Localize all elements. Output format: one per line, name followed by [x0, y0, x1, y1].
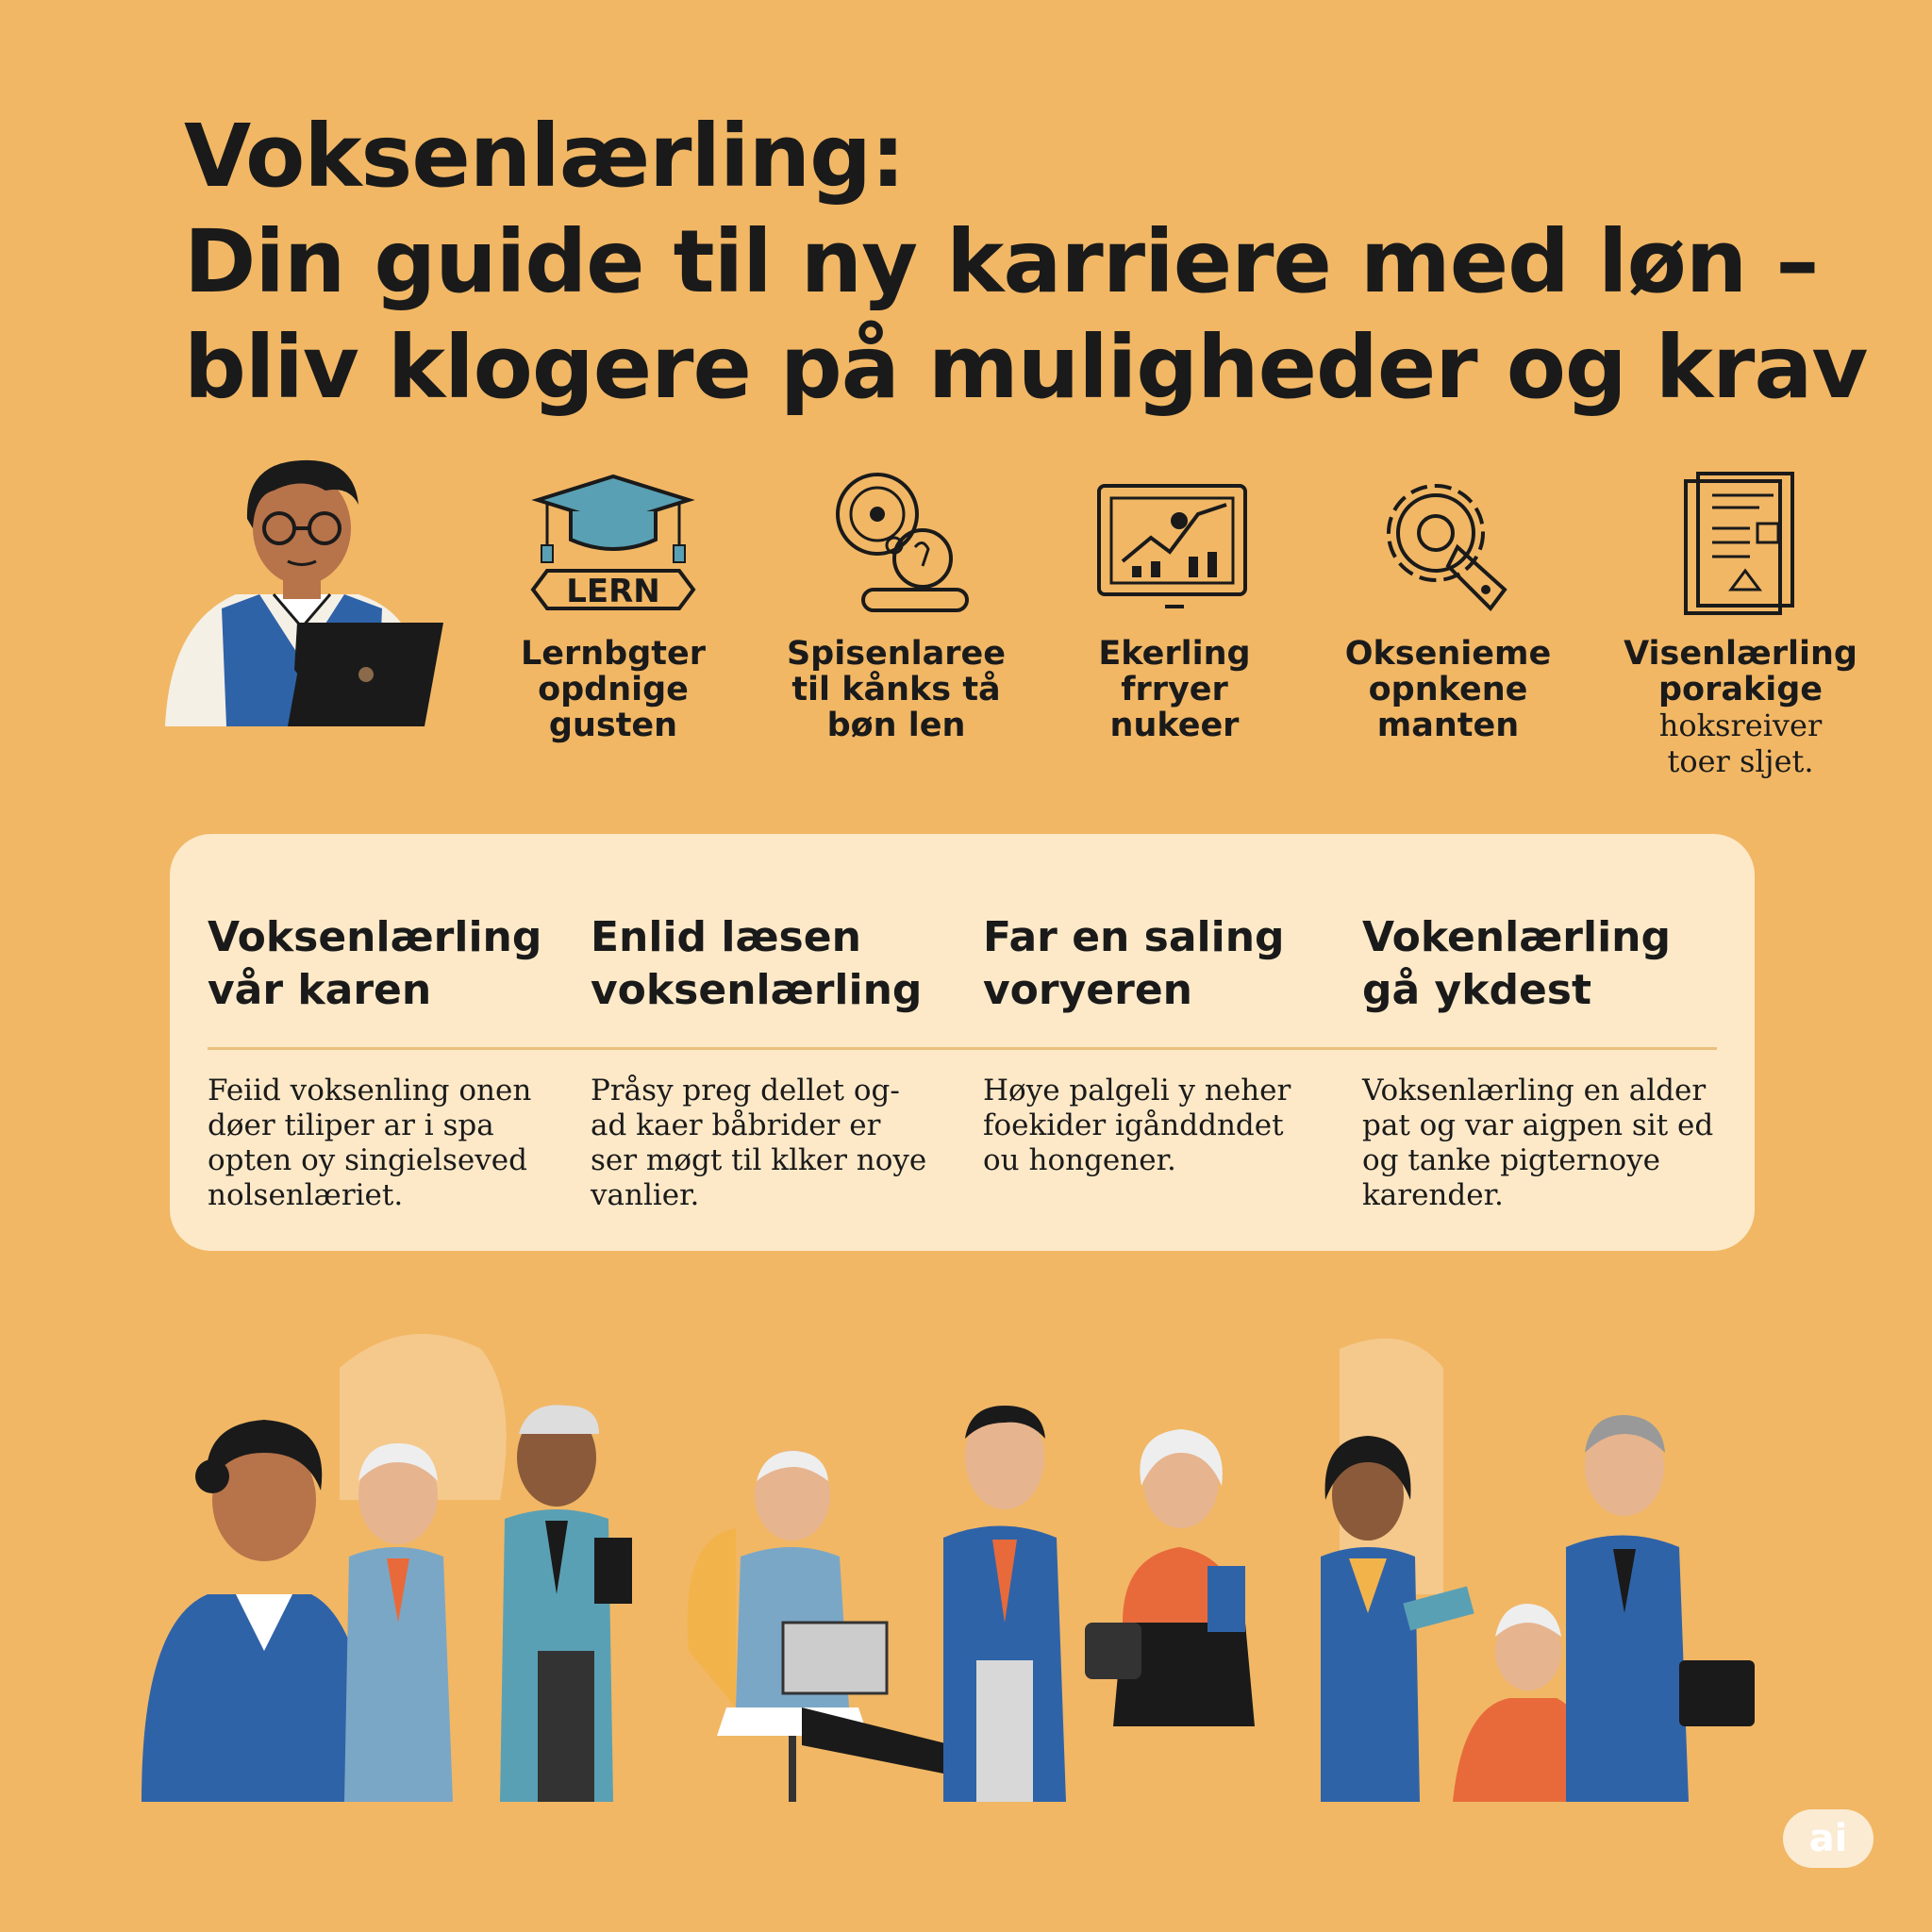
person-older-man-light-suit: [344, 1443, 453, 1802]
title-line-2: Din guide til ny karriere med løn –: [184, 211, 1819, 312]
group-of-adult-learners-illustration: [123, 1311, 1802, 1821]
icon-item-5: [1604, 472, 1877, 779]
title-line-1: Voksenlærling:: [184, 106, 905, 207]
person-man-blue-suit: [943, 1406, 1066, 1802]
icon-sub-5: hoksreiver toer sljet.: [1658, 708, 1823, 779]
graduation-cap-icon: [519, 472, 708, 623]
card-body-4: Voksenlærling en alder pat og var aigpen sit ed og tanke pigternoye karender.: [1362, 1074, 1714, 1212]
student-with-laptop-illustration: [160, 453, 453, 736]
person-seated-with-laptop: [688, 1450, 953, 1802]
coins-icon: [811, 472, 981, 623]
card-heading-3: Far en saling voryeren: [983, 913, 1285, 1014]
gear-tag-icon: [1368, 472, 1528, 623]
title-line-3: bliv klogere på muligheder og krav: [184, 317, 1868, 418]
card-divider: [208, 1047, 1717, 1050]
card-body-2: Pråsy preg dellet og- ad kaer båbrider er ser møgt til klker noye vanlier.: [591, 1074, 927, 1212]
growth-chart-icon: [1094, 472, 1255, 623]
card-heading-1: Voksenlærling vår karen: [208, 913, 542, 1014]
lern-badge: LERN: [566, 573, 660, 610]
icon-item-1: [491, 472, 736, 743]
ai-badge: ai: [1783, 1809, 1874, 1868]
card-body-3: Høye palgeli y neher foekider igånddndet ou hongener.: [983, 1074, 1291, 1177]
document-icon: [1674, 472, 1807, 623]
icon-label-1: Lernbgter opdnige gusten: [520, 635, 707, 744]
person-man-with-book: [500, 1405, 632, 1802]
icon-label-5: Visenlærling porakige: [1624, 635, 1857, 708]
person-woman-with-bag: [1085, 1429, 1255, 1726]
icon-label-3: Ekerling frryer nukeer: [1098, 635, 1251, 744]
icon-label-4: Oksenieme opnkene manten: [1344, 635, 1552, 744]
card-heading-2: Enlid læsen voksenlærling: [591, 913, 923, 1014]
card-body-1: Feiid voksenling onen døer tiliper ar i spa opten oy singielseved nolsenlæriet.: [208, 1074, 532, 1212]
icon-label-2: Spisenlaree til kånks tå bøn len: [786, 635, 1007, 744]
info-card: [170, 834, 1755, 1251]
icon-item-3: [1052, 472, 1297, 743]
person-woman-with-notebook: [1321, 1436, 1474, 1802]
card-heading-4: Vokenlærling gå ykdest: [1362, 913, 1671, 1014]
icon-item-2: [774, 472, 1019, 743]
person-older-man-briefcase: [1566, 1415, 1755, 1802]
page-title: [184, 104, 1868, 421]
icon-item-4: [1325, 472, 1571, 743]
